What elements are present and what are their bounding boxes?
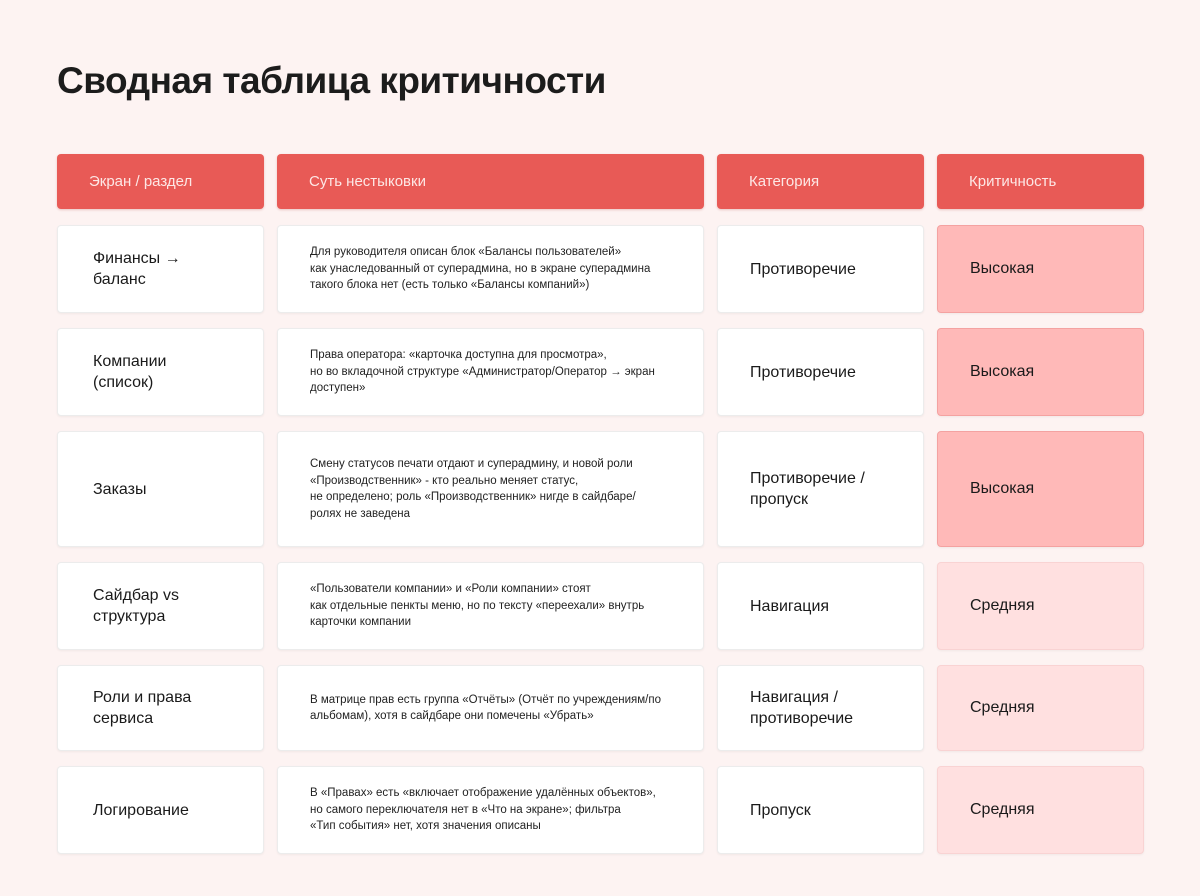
cell-screen-line: Роли и права <box>93 689 192 706</box>
cell-screen-line: Заказы <box>93 480 147 498</box>
cell-category-line: Противоречие <box>750 363 856 381</box>
cell-issue-line: В матрице прав есть группа «Отчёты» (Отчёт по учреждениям/по <box>310 693 661 706</box>
table-row <box>57 766 1144 854</box>
cell-screen-line: структура <box>93 608 166 625</box>
cell-issue <box>277 766 704 854</box>
cell-category-line: Навигация / <box>750 689 838 706</box>
header-screen: Экран / раздел <box>57 154 264 209</box>
header-category: Категория <box>717 154 924 209</box>
cell-screen-line: Логирование <box>93 801 189 819</box>
cell-screen-line: сервиса <box>93 710 154 727</box>
page-title: Сводная таблица критичности <box>57 60 606 101</box>
cell-issue-line: Смену статусов печати отдают и суперадмину, и новой роли <box>310 458 633 470</box>
cell-category-line: Пропуск <box>750 801 811 819</box>
cell-issue-line: не определено; роль «Производственник» нигде в сайдбаре/ <box>310 491 636 503</box>
cell-issue-line: Для руководителя описан блок «Балансы пользователей» <box>310 246 622 259</box>
criticality-badge: Высокая <box>937 225 1144 313</box>
table-row <box>57 665 1144 751</box>
cell-screen <box>57 766 264 854</box>
cell-screen-line: баланс <box>93 271 146 288</box>
table-header-row <box>57 154 1144 209</box>
cell-screen <box>57 665 264 751</box>
table-row <box>57 328 1144 416</box>
cell-issue-line: «Тип события» нет, хотя значения описаны <box>310 820 541 833</box>
cell-issue <box>277 665 704 751</box>
cell-category <box>717 562 924 650</box>
criticality-badge: Высокая <box>937 431 1144 547</box>
cell-screen-line: Финансы → <box>93 250 181 267</box>
cell-category <box>717 431 924 547</box>
cell-issue-line: альбомам), хотя в сайдбаре они помечены «Убрать» <box>310 710 594 722</box>
cell-category <box>717 328 924 416</box>
cell-issue <box>277 225 704 313</box>
cell-issue-line: Права оператора: «карточка доступна для просмотра», <box>310 349 607 362</box>
header-criticality: Критичность <box>937 154 1144 209</box>
criticality-badge: Высокая <box>937 328 1144 416</box>
cell-issue <box>277 431 704 547</box>
table-row <box>57 562 1144 650</box>
criticality-badge: Средняя <box>937 766 1144 854</box>
cell-category-line: Противоречие <box>750 260 856 278</box>
cell-issue-line: карточки компании <box>310 616 412 629</box>
criticality-badge: Средняя <box>937 665 1144 751</box>
cell-screen <box>57 431 264 547</box>
cell-screen-line: Компании <box>93 353 167 370</box>
cell-issue-line: как унаследованный от суперадмина, но в экране суперадмина <box>310 262 651 275</box>
cell-issue-line: «Производственник» - кто реально меняет статус, <box>310 474 579 487</box>
cell-issue-line: но самого переключателя нет в «Что на экране»; фильтра <box>310 803 621 816</box>
cell-issue-line: ролях не заведена <box>310 507 411 520</box>
cell-category-line: пропуск <box>750 491 808 508</box>
cell-screen-line: Сайдбар vs <box>93 587 179 604</box>
cell-issue-line: но во вкладочной структуре «Администратор/Оператор → экран <box>310 365 655 378</box>
cell-issue-line: как отдельные пенкты меню, но по тексту «переехали» внутрь <box>310 599 645 612</box>
cell-category <box>717 665 924 751</box>
cell-screen-line: (список) <box>93 374 154 391</box>
cell-screen <box>57 225 264 313</box>
cell-category <box>717 225 924 313</box>
cell-category-line: Противоречие / <box>750 470 865 487</box>
criticality-table <box>57 154 1144 869</box>
table-body <box>57 225 1144 854</box>
cell-issue-line: В «Правах» есть «включает отображение удалённых объектов», <box>310 787 656 800</box>
cell-category-line: Навигация <box>750 597 830 615</box>
header-issue: Суть нестыковки <box>277 154 704 209</box>
table-row <box>57 431 1144 547</box>
criticality-badge: Средняя <box>937 562 1144 650</box>
cell-issue <box>277 562 704 650</box>
cell-screen <box>57 328 264 416</box>
cell-issue <box>277 328 704 416</box>
cell-category <box>717 766 924 854</box>
cell-category-line: противоречие <box>750 710 854 727</box>
cell-issue-line: «Пользователи компании» и «Роли компании» стоят <box>310 583 591 596</box>
cell-issue-line: такого блока нет (есть только «Балансы компаний») <box>310 279 590 292</box>
table-row <box>57 225 1144 313</box>
cell-issue-line: доступен» <box>310 382 366 395</box>
cell-screen <box>57 562 264 650</box>
